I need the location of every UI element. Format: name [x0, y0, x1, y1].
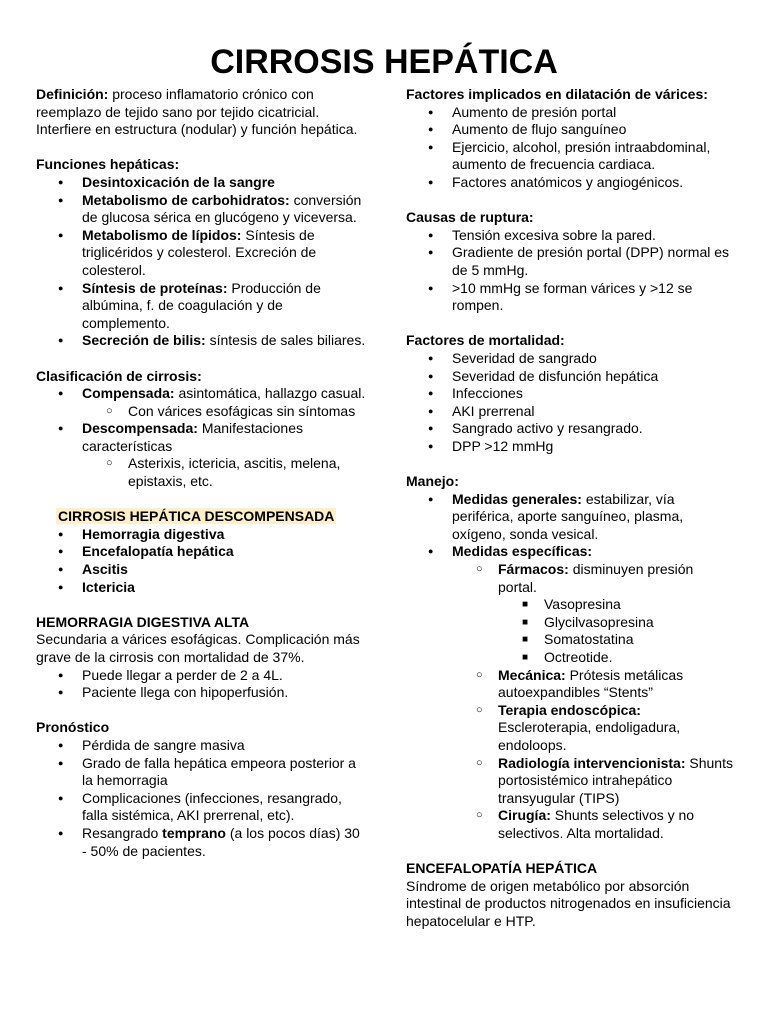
definition-text: proceso inflamatorio crónico con reemplazo de tejido sano por tejido cicatricial. Interfiere en estructura (nodular) y función hepática.	[36, 86, 358, 138]
list-item: ● Ascitis	[36, 561, 368, 579]
list-item: ● Encefalopatía hepática	[36, 543, 368, 561]
list-item: ● Metabolismo de lípidos: Síntesis de triglicéridos y colesterol. Excreción de colesterol.	[36, 227, 368, 280]
list-item: ● Aumento de presión portal	[406, 104, 736, 122]
prognosis-heading: Pronóstico	[36, 719, 110, 736]
sub-list-item: ○ Asterixis, ictericia, ascitis, melena, epistaxis, etc.	[82, 455, 368, 490]
list-item: ● Ejercicio, alcohol, presión intraabdominal, aumento de frecuencia cardiaca.	[406, 139, 736, 174]
list-item: ● AKI prerrenal	[406, 403, 736, 421]
list-item: ● Desintoxicación de la sangre	[36, 174, 368, 192]
list-item: ● Complicaciones (infecciones, resangrado, falla sistémica, AKI prerrenal, etc).	[36, 790, 368, 825]
list-item: ● Aumento de flujo sanguíneo	[406, 121, 736, 139]
list-item: ● DPP >12 mmHg	[406, 438, 736, 456]
hemorrhage-section	[36, 614, 368, 702]
rupture-causes-heading: Causas de ruptura:	[406, 209, 534, 226]
list-item: ● >10 mmHg se forman várices y >12 se rompen.	[406, 280, 736, 315]
drug-item: ■ Octreotide.	[498, 649, 736, 667]
encephalopathy-text: Síndrome de origen metabólico por absorción intestinal de productos nitrogenados en insuficiencia hepatocelular e HTP.	[406, 877, 731, 929]
sub-list-item: ○ Mecánica: Prótesis metálicas autoexpandibles “Stents”	[452, 667, 736, 702]
list-item: ● Hemorragia digestiva	[36, 526, 368, 544]
list-item: ● Severidad de sangrado	[406, 350, 736, 368]
list-item: ● Compensada: asintomática, hallazgo casual. ○ Con várices esofágicas sin síntomas	[36, 385, 368, 420]
list-item: ● Gradiente de presión portal (DPP) normal es de 5 mmHg.	[406, 244, 736, 279]
drug-item: ■ Somatostatina	[498, 631, 736, 649]
dilation-factors-section	[406, 86, 736, 192]
functions-list	[36, 174, 368, 350]
list-item: ● Pérdida de sangre masiva	[36, 737, 368, 755]
encephalopathy-heading: ENCEFALOPATÍA HEPÁTICA	[406, 860, 598, 877]
left-column	[36, 86, 368, 878]
prognosis-section	[36, 719, 368, 860]
page-title: CIRROSIS HEPÁTICA	[210, 43, 558, 81]
rupture-causes-section	[406, 209, 736, 315]
dilation-factors-heading: Factores implicados en dilatación de várices:	[406, 86, 708, 102]
sub-list-item: ○ Radiología intervencionista: Shunts portosistémico intrahepático transyugular (TIPS)	[452, 755, 736, 808]
sub-list-item: ○ Fármacos: disminuyen presión portal. ■ Vasopresina ■ Glycilvasopresina ■ Somatostatina ■ Octreotide.	[452, 561, 736, 667]
mortality-heading: Factores de mortalidad:	[406, 332, 565, 349]
management-section	[406, 473, 736, 842]
management-heading: Manejo:	[406, 473, 459, 490]
list-item: ● Infecciones	[406, 385, 736, 403]
mortality-section	[406, 332, 736, 455]
functions-heading: Funciones hepáticas:	[36, 156, 180, 173]
list-item: ● Paciente llega con hipoperfusión.	[36, 684, 368, 702]
list-item: ● Medidas generales: estabilizar, vía periférica, aporte sanguíneo, plasma, oxígeno, sonda vesical.	[406, 491, 736, 544]
sub-list-item: ○ Con várices esofágicas sin síntomas	[82, 403, 368, 421]
list-item: ● Descompensada: Manifestaciones características ○ Asterixis, ictericia, ascitis, melena, epistaxis, etc.	[36, 420, 368, 490]
hemorrhage-heading: HEMORRAGIA DIGESTIVA ALTA	[36, 613, 250, 630]
definition-section	[36, 86, 368, 139]
drug-item: ■ Glycilvasopresina	[498, 614, 736, 632]
classification-heading: Clasificación de cirrosis:	[36, 367, 202, 384]
list-item: ● Tensión excesiva sobre la pared.	[406, 227, 736, 245]
sub-list-item: ○ Cirugía: Shunts selectivos y no selectivos. Alta mortalidad.	[452, 807, 736, 842]
list-item: ● Sangrado activo y resangrado.	[406, 420, 736, 438]
list-item: ● Medidas específicas: ○ Fármacos: disminuyen presión portal. ■ Vasopresina ■ Glycilvasopresina ■ Somatostatina ■ Octreotide. ○ Mecánica: Prótesis metálicas autoexpandibles “Stents” ○ Terapia endoscópica: Escleroterapia, endoligadura, endoloops. ○ Radiología intervencionista: Shunts portosistémico intrahepático transyugular (TIPS) ○ Cirugía: Shunts selectivos y no selectivos. Alta mortalidad.	[406, 543, 736, 842]
definition-label: Definición:	[36, 86, 109, 102]
functions-section	[36, 156, 368, 350]
right-column	[406, 86, 736, 948]
list-item: ● Grado de falla hepática empeora posterior a la hemorragia	[36, 755, 368, 790]
decompensated-heading: CIRROSIS HEPÁTICA DESCOMPENSADA	[58, 508, 335, 525]
drug-item: ■ Vasopresina	[498, 596, 736, 614]
list-item: ● Secreción de bilis: síntesis de sales biliares.	[36, 332, 368, 350]
list-item: ● Síntesis de proteínas: Producción de albúmina, f. de coagulación y de complemento.	[36, 280, 368, 333]
list-item: ● Puede llegar a perder de 2 a 4L.	[36, 667, 368, 685]
list-item: ● Severidad de disfunción hepática	[406, 368, 736, 386]
hemorrhage-text: Secundaria a várices esofágicas. Complicación más grave de la cirrosis con mortalidad de 37%.	[36, 631, 360, 665]
decompensated-section	[36, 508, 368, 596]
list-item: ● Ictericia	[36, 579, 368, 597]
list-item: ● Metabolismo de carbohidratos: conversión de glucosa sérica en glucógeno y viceversa.	[36, 192, 368, 227]
classification-section	[36, 368, 368, 491]
sub-list-item: ○ Terapia endoscópica: Escleroterapia, endoligadura, endoloops.	[452, 702, 736, 755]
list-item: ● Resangrado temprano (a los pocos días) 30 - 50% de pacientes.	[36, 825, 368, 860]
list-item: ● Factores anatómicos y angiogénicos.	[406, 174, 736, 192]
encephalopathy-section	[406, 860, 736, 930]
